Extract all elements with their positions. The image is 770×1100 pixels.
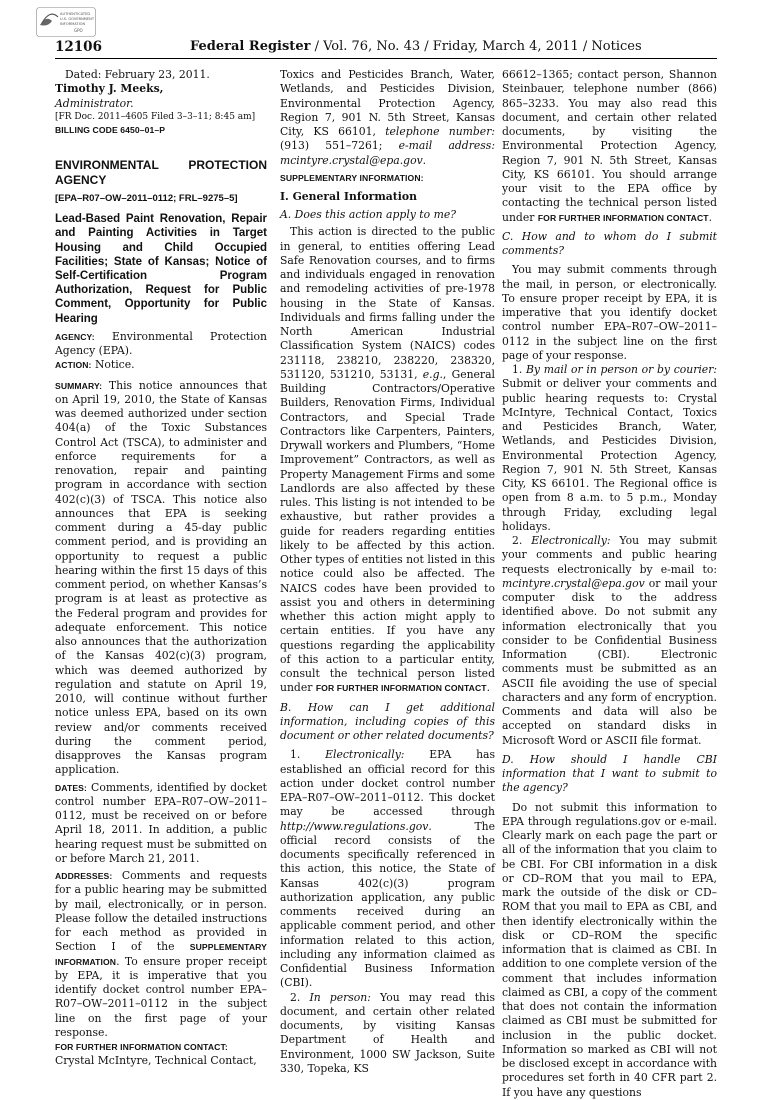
addresses-section xyxy=(55,869,267,1040)
apply-paragraph xyxy=(280,225,495,695)
c2-label: Electronically: xyxy=(531,534,611,547)
action-label: ACTION: xyxy=(55,360,92,371)
docket-number: [EPA–R07–OW–2011–0112; FRL–9275–5] xyxy=(55,193,238,205)
billing-code: BILLING CODE 6450–01–P xyxy=(55,125,166,136)
apply-period: . xyxy=(486,681,491,695)
seal-line-4: GPO xyxy=(74,28,83,33)
telephone-number: (913) 551–7261; xyxy=(280,139,399,153)
header-rule xyxy=(55,58,717,59)
b1-number: 1. xyxy=(290,748,326,762)
apply-text-2: , General Building Contractors/Operative Builders, Renovation Firms, Individual Contractors, and Special Trade Contractors like Carpenters, Painters, Drywall workers and Plumbers, “Home Improvement” Contractors, as well as Property Management Firms and some Landlords are also affected by these rules. This listing is not intended to be exhaustive, but rather provides a guide for readers regarding entities likely to be affected by this action. Other types of entities not listed in this notice could also be affected. The NAICS codes have been provided to assist you and others in determining whether this action might apply to certain entities. If you have any questions regarding the applicability of this action to a particular entity, consult the technical person listed under xyxy=(280,367,495,695)
c2-email: mcintyre.crystal@epa.gov xyxy=(502,576,645,590)
contact-text: Crystal McIntyre, Technical Contact, xyxy=(55,1054,257,1068)
journal-name: Federal Register xyxy=(190,39,311,54)
seal-line-1: AUTHENTICATED xyxy=(60,12,91,16)
contact-address: Toxics and Pesticides Branch, Water, Wetlands, and Pesticides Division, Environmental Protection Agency, Region 7, 901 N. 5th Street, Kansas City, KS 66101, xyxy=(280,68,495,138)
b1-label: Electronically: xyxy=(325,748,405,762)
b2-number: 2. xyxy=(290,990,310,1004)
c1-number: 1. xyxy=(512,363,526,376)
summary-text: This notice announces that on April 19, 2010, the State of Kansas was deemed authorized under section 404(a) of the Toxic Substances Control Act (TSCA), to administer and enforce requirements for a renovation, repair and painting program in accordance with section 402(c)(3) of TSCA. This notice also announces that EPA is seeking comment during a 45-day public comment period, and is providing an opportunity to request a public hearing within the first 15 days of this comment period, on whether Kansas’s program is at least as protective as the Federal program and provides for adequate enforcement. This notice also announces that the authorization of the Kansas 402(c)(3) program, which was deemed authorized by regulation and statute on April 19, 2010, will continue without further notice unless EPA, based on its own review and/or comments received during the comment period, disapproves the Kansas program application. xyxy=(55,378,267,777)
contact-continued xyxy=(280,68,495,168)
b1-paragraph xyxy=(280,748,495,990)
apply-ref: FOR FURTHER INFORMATION CONTACT xyxy=(315,683,487,694)
eg-text: e.g. xyxy=(422,367,443,381)
telephone-label: telephone number: xyxy=(385,125,495,138)
agency-heading: ENVIRONMENTAL PROTECTION AGENCY xyxy=(55,158,267,187)
addresses-text: Comments and requests for a public hearing may be submitted by mail, electronically, or in person. Please follow the detailed instructions for each method as provided in Section I of the xyxy=(55,869,267,954)
c2-paragraph xyxy=(502,534,717,748)
b1-text-2: . The official record consists of the documents specifically referenced in this action, this notice, the State of Kansas 402(c)(3) program authorization application, any public comments received during an applicable comment period, and other information related to this action, including any information claimed as Confidential Business Information (CBI). xyxy=(280,819,495,990)
notice-subject: Lead-Based Paint Renovation, Repair and Painting Activities in Target Housing and Child Occupied Facilities; State of Kansas; Notice of Self-Certification Program Authorization, Request for Public Comment, Opportunity for Public Hearing xyxy=(55,213,267,325)
column-1 xyxy=(55,68,267,1068)
question-b: B. How can I get additional information, including copies of this document or other related documents? xyxy=(280,700,495,742)
fr-doc: [FR Doc. 2011–4605 Filed 3–3–11; 8:45 am] xyxy=(55,111,256,122)
running-header xyxy=(190,39,642,54)
c1-label: By mail or in person or by courier: xyxy=(526,363,717,376)
agency-text: Environmental Protection Agency (EPA). xyxy=(55,329,267,358)
dates-text: Comments, identified by docket control number EPA–R07–OW–2011–0112, must be received on or before April 18, 2011. In addition, a public hearing request must be submitted on or before March 21, 2011. xyxy=(55,780,267,865)
c2-number: 2. xyxy=(512,534,532,547)
addresses-label: ADDRESSES: xyxy=(55,871,113,882)
dated-line: Dated: February 23, 2011. xyxy=(65,68,210,81)
eagle-seal-icon xyxy=(36,7,96,37)
column-2 xyxy=(280,68,495,1076)
b2-label: In person: xyxy=(309,990,371,1004)
supplementary-ref: SUPPLEMENTARY INFORMATION xyxy=(55,942,267,967)
contact-label: FOR FURTHER INFORMATION CONTACT: xyxy=(55,1042,228,1053)
agency-section xyxy=(55,330,267,359)
b2-paragraph xyxy=(280,991,495,1077)
dates-section xyxy=(55,781,267,867)
summary-section xyxy=(55,379,267,778)
summary-label: SUMMARY: xyxy=(55,380,103,391)
action-section xyxy=(55,358,267,372)
visit-period: . xyxy=(708,210,713,224)
dates-label: DATES: xyxy=(55,782,87,793)
signer-name: Timothy J. Meeks, xyxy=(55,82,164,96)
column-3 xyxy=(502,68,717,1100)
visit-paragraph xyxy=(502,68,717,225)
c2-text-2: or mail your computer disk to the address identified above. Do not submit any information electronically that you consider to be Confidential Business Information (CBI). Electronic comments must be submitted as an ASCII file avoiding the use of special characters and any form of encryption. Comments and data will also be accepted on standard disks in Microsoft Word or ASCII file format. xyxy=(502,576,717,747)
d-paragraph: Do not submit this information to EPA through regulations.gov or e-mail. Clearly mark on each page the part or all of the information that you claim to be CBI. For CBI information in a disk or CD–ROM that you mail to EPA, mark the outside of the disk or CD–ROM that you mail to EPA as CBI, and then identify electronically within the disk or CD–ROM the specific information that is claimed as CBI. In addition to one complete version of the comment that includes information claimed as CBI, a copy of the comment that does not contain the information claimed as CBI must be submitted for inclusion in the public docket. Information so marked as CBI will not be disclosed except in accordance with procedures set forth in 40 CFR part 2. If you have any questions xyxy=(502,800,717,1099)
email-address: mcintyre.crystal@epa.gov xyxy=(280,153,423,167)
apply-text: This action is directed to the public in general, to entities offering Lead Safe Renovation courses, and to firms and individuals engaged in renovation and remodeling activities of pre-1978 housing in the State of Kansas. Individuals and firms falling under the North American Industrial Classification System (NAICS) codes 231118, 238210, 238220, 238320, 531120, 531210, 53131, xyxy=(280,225,495,381)
supplementary-heading: SUPPLEMENTARY INFORMATION: xyxy=(280,172,424,183)
c1-text: Submit or deliver your comments and public hearing requests to: Crystal McIntyre, Technical Contact, Toxics and Pesticides Branch, Water, Wetlands, and Pesticides Division, Environmental Protection Agency, Region 7, 901 N. 5th Street, Kansas City, KS 66101. The Regional office is open from 8 a.m. to 5 p.m., Monday through Friday, excluding legal holidays. xyxy=(502,377,717,533)
c-paragraph: You may submit comments through the mail, in person, or electronically. To ensure proper receipt by EPA, it is imperative that you identify docket control number EPA–R07–OW–2011–0112 in the subject line on the first page of your response. xyxy=(502,263,717,362)
email-period: . xyxy=(422,153,427,167)
visit-text: 66612–1365; contact person, Shannon Steinbauer, telephone number (866) 865–3233. You may also read this document, and certain other related documents, by visiting the Environmental Protection Agency, Region 7, 901 N. 5th Street, Kansas City, KS 66101. You should arrange your visit to the EPA office by contacting the technical person listed under xyxy=(502,68,717,224)
seal-line-3: INFORMATION xyxy=(60,22,86,26)
seal-line-2: U.S. GOVERNMENT xyxy=(60,17,95,21)
page-number: 12106 xyxy=(55,39,102,55)
question-d: D. How should I handle CBI information that I want to submit to the agency? xyxy=(502,752,717,795)
agency-label: AGENCY: xyxy=(55,331,95,342)
section-1-heading: I. General Information xyxy=(280,189,417,203)
email-label: e-mail address: xyxy=(398,139,495,153)
b1-text: EPA has established an official record for this action under docket control number EPA–R07–OW–2011–0112. This docket may be accessed through xyxy=(280,748,496,819)
regulations-url: http://www.regulations.gov xyxy=(280,819,429,833)
action-text: Notice. xyxy=(91,358,135,372)
gpo-authentication-seal xyxy=(36,7,96,37)
issue-info: / Vol. 76, No. 43 / Friday, March 4, 2011 / Notices xyxy=(310,39,642,54)
b2-text: You may read this document, and certain other related documents, by visiting Kansas Department of Health and Environment, 1000 SW Jackson, Suite 330, Topeka, KS xyxy=(280,990,496,1075)
visit-ref: FOR FURTHER INFORMATION CONTACT xyxy=(537,212,709,223)
c2-text: You may submit your comments and public hearing requests electronically by e-mail to: xyxy=(502,534,717,576)
question-c: C. How and to whom do I submit comments? xyxy=(502,229,717,257)
signer-title: Administrator. xyxy=(55,96,134,110)
question-a: A. Does this action apply to me? xyxy=(280,208,456,221)
addresses-tail: . To ensure proper receipt by EPA, it is imperative that you identify docket control number EPA–R07–OW–2011–0112 in the subject line on the first page of your response. xyxy=(55,954,267,1039)
c1-paragraph xyxy=(502,363,717,534)
